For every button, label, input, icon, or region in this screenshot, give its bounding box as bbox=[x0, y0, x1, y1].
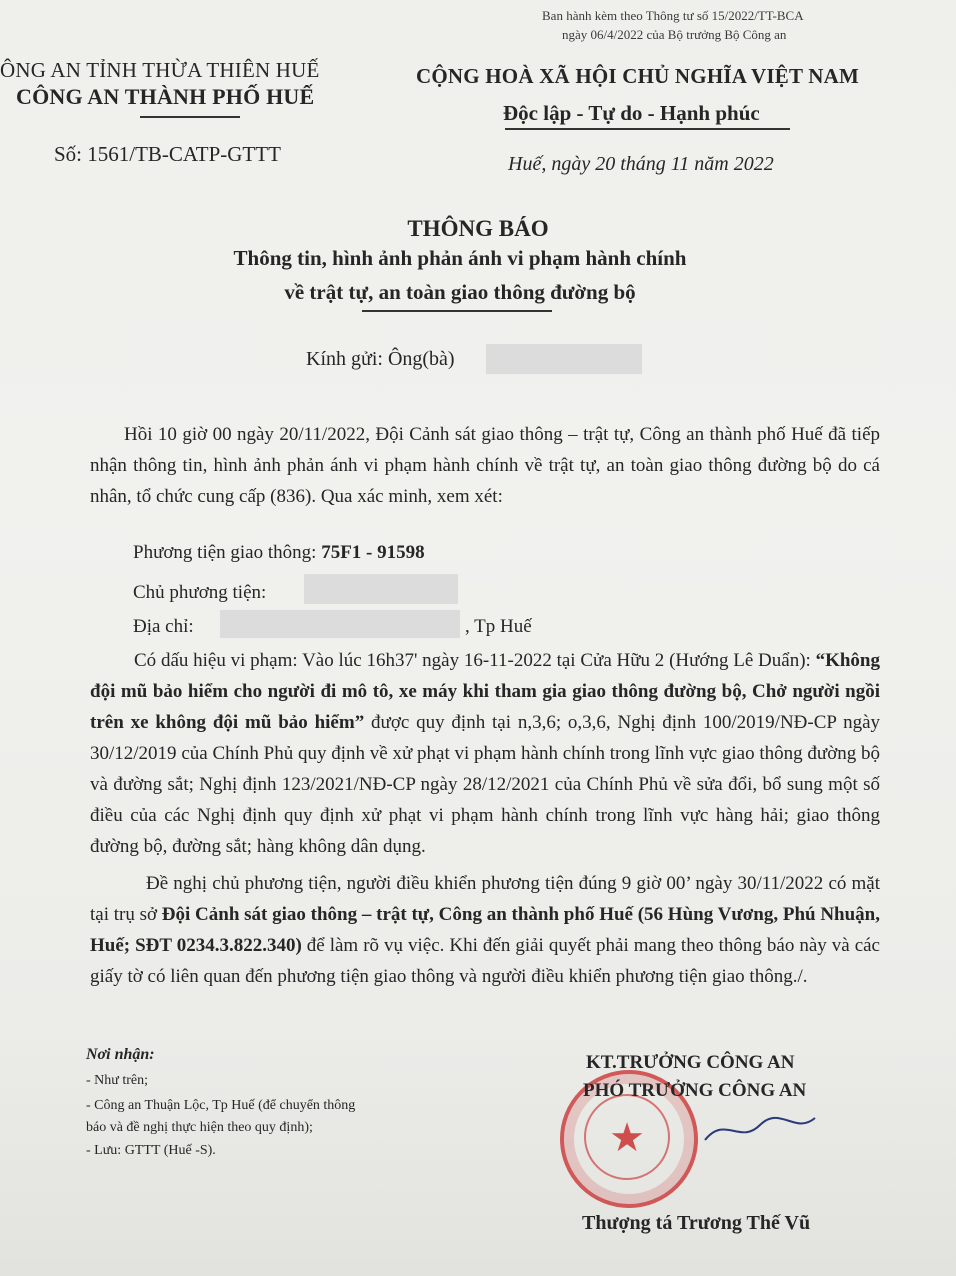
issuer-line1: ÔNG AN TỈNH THỪA THIÊN HUẾ bbox=[0, 58, 320, 82]
subtitle-underline bbox=[362, 310, 552, 312]
paragraph-intake: Hồi 10 giờ 00 ngày 20/11/2022, Đội Cảnh sát giao thông – trật tự, Công an thành phố Huế đã tiếp nhận thông tin, hình ảnh phản ánh vi phạm hành chính về trật tự, an toàn giao thông đường bộ do cá nhân, tổ chức cung cấp (836). Qua xác minh, xem xét: bbox=[90, 424, 880, 507]
star-icon: ★ bbox=[584, 1094, 670, 1180]
national-motto: Độc lập - Tự do - Hạnh phúc bbox=[503, 101, 760, 125]
violation-lead: Có dấu hiệu vi phạm: Vào lúc 16h37' ngày 16-11-2022 tại Cửa Hữu 2 (Hướng Lê Duẩn): bbox=[134, 650, 816, 671]
notice-subtitle-2: về trật tự, an toàn giao thông đường bộ bbox=[284, 280, 636, 304]
signature-title-2: PHÓ TRƯỞNG CÔNG AN bbox=[583, 1080, 807, 1101]
handwritten-signature bbox=[700, 1110, 820, 1150]
paragraph-violation bbox=[90, 645, 880, 862]
redacted-address bbox=[220, 610, 460, 638]
vehicle-label: Phương tiện giao thông: bbox=[133, 542, 317, 563]
recipients-item-1: - Như trên; bbox=[86, 1073, 149, 1088]
notice-subtitle-1: Thông tin, hình ảnh phản ánh vi phạm hành chính bbox=[233, 246, 687, 270]
notice-title: THÔNG BÁO bbox=[407, 216, 549, 241]
document-number: Số: 1561/TB-CATP-GTTT bbox=[54, 142, 281, 166]
paragraph-request bbox=[90, 868, 880, 992]
form-note-line2: ngày 06/4/2022 của Bộ trưởng Bộ Công an bbox=[562, 27, 787, 42]
request-location: Đội Cảnh sát giao thông – trật tự, Công an thành phố Huế (56 Hùng Vương, Phú Nhuận, Huế; SĐT 0234.3.822.340) bbox=[90, 904, 880, 956]
request-lead: Đề nghị chủ phương tiện, người điều khiển phương tiện đúng 9 giờ 00’ ngày 30/11/2022 có mặt tại trụ sở bbox=[90, 873, 880, 925]
address-label: Địa chỉ: bbox=[133, 616, 194, 637]
vehicle-row bbox=[133, 538, 425, 568]
recipients-item-2: - Công an Thuận Lộc, Tp Huế (để chuyển thông bbox=[86, 1098, 356, 1113]
recipients-item-4: - Lưu: GTTT (Huế -S). bbox=[86, 1143, 216, 1158]
signature-title-1: KT.TRƯỞNG CÔNG AN bbox=[586, 1052, 795, 1073]
issuer-line2: CÔNG AN THÀNH PHỐ HUẾ bbox=[16, 84, 315, 109]
address-suffix: , Tp Huế bbox=[465, 616, 532, 637]
motto-underline bbox=[505, 128, 790, 130]
redacted-recipient-name bbox=[486, 344, 642, 374]
violation-legal-basis: được quy định tại n,3,6; o,3,6, Nghị định 100/2019/NĐ-CP ngày 30/12/2019 của Chính Phủ quy định về xử phạt vi phạm hành chính trong lĩnh vực giao thông đường bộ và đường sắt; Nghị định 123/2021/NĐ-CP ngày 28/12/2021 của Chính Phủ về sửa đổi, bổ sung một số điều của các Nghị định quy định xử phạt vi phạm hành chính trong lĩnh vực hàng hải; giao thông đường bộ, đường sắt; hàng không dân dụng. bbox=[90, 712, 880, 857]
request-rest: để làm rõ vụ việc. Khi đến giải quyết phải mang theo thông báo này và các giấy tờ có liên quan đến phương tiện giao thông và người điều khiển phương tiện giao thông./. bbox=[90, 935, 880, 987]
national-title: CỘNG HOÀ XÃ HỘI CHỦ NGHĨA VIỆT NAM bbox=[416, 64, 859, 88]
signer-name: Thượng tá Trương Thế Vũ bbox=[582, 1212, 811, 1234]
vehicle-plate: 75F1 - 91598 bbox=[321, 542, 425, 563]
issuer-underline bbox=[140, 116, 240, 118]
salutation: Kính gửi: Ông(bà) bbox=[306, 348, 455, 370]
issue-date: Huế, ngày 20 tháng 11 năm 2022 bbox=[508, 153, 774, 175]
recipients-item-3: báo và đề nghị thực hiện theo quy định); bbox=[86, 1120, 313, 1135]
recipients-title: Nơi nhận: bbox=[86, 1046, 155, 1063]
redacted-owner-name bbox=[304, 574, 458, 604]
owner-label: Chủ phương tiện: bbox=[133, 582, 267, 603]
form-note-line1: Ban hành kèm theo Thông tư số 15/2022/TT-BCA bbox=[542, 8, 804, 23]
violation-description: “Không đội mũ bảo hiểm cho người đi mô tô, xe máy khi tham gia giao thông đường bộ, Chở người ngồi trên xe không đội mũ bảo hiểm” bbox=[90, 650, 880, 733]
